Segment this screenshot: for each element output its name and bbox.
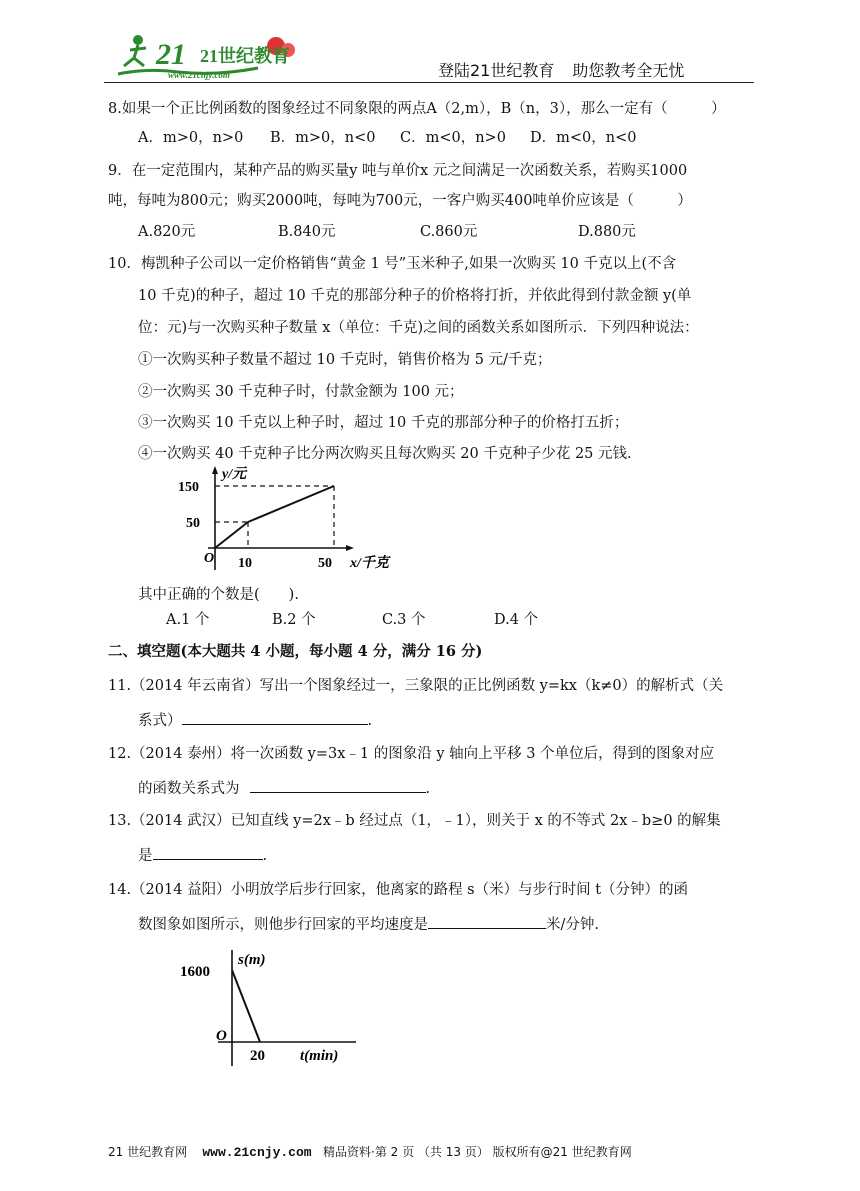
q10-statement-3: ③一次购买 10 千克以上种子时，超过 10 千克的那部分种子的价格打五折； xyxy=(138,415,629,431)
header-slogan xyxy=(420,58,684,81)
q14-y-label: s(m) xyxy=(238,952,266,968)
svg-text:www.21cnjy.com: www.21cnjy.com xyxy=(168,70,230,80)
q10-question: 其中正确的个数是( ). xyxy=(138,587,299,603)
q10-price-graph xyxy=(170,466,420,576)
q10-x-arrow xyxy=(346,545,354,551)
q9-line-2: 吨，每吨为800元；购买2000吨，每吨为700元，一客户购买400吨单价应该是（ ） xyxy=(108,193,692,209)
page-footer: 21 世纪教育网 www.21cnjy.com 精品资料·第 2 页 （共 13 页） 版权所有@21 世纪教育网 xyxy=(108,1145,632,1160)
q11-line-2: 系式） . xyxy=(138,710,372,731)
section-2-title: 二、填空题(本大题共 4 小题，每小题 4 分，满分 16 分) xyxy=(108,643,483,660)
q10-x-tick-50: 50 xyxy=(318,556,332,571)
q10-x-tick-10: 10 xyxy=(238,556,252,571)
q11-line-1: 11.（2014 年云南省）写出一个图象经过一，三象限的正比例函数 y=kx（k≠0）的解析式（关 xyxy=(108,678,724,694)
q10-y-tick-50: 50 xyxy=(186,516,200,531)
q10-line-3: 位：元)与一次购买种子数量 x（单位：千克)之间的函数关系如图所示．下列四种说法： xyxy=(138,320,699,336)
q14-y-tick-1600: 1600 xyxy=(180,964,210,980)
site-logo xyxy=(108,28,308,82)
q10-origin: O xyxy=(204,551,215,566)
q8-option-a: A．m>0，n>0 xyxy=(138,130,244,146)
q8-option-b: B．m>0，n<0 xyxy=(270,130,376,146)
q14-x-label: t(min) xyxy=(300,1048,339,1064)
q10-y-label: y/元 xyxy=(222,467,247,482)
q13-line-2: 是 . xyxy=(138,845,267,866)
svg-text:21: 21 xyxy=(156,38,186,71)
q13-answer-blank[interactable] xyxy=(153,845,263,860)
q14-line-2: 数图象如图所示，则他步行回家的平均速度是 米/分钟. xyxy=(138,914,599,935)
q14-answer-blank[interactable] xyxy=(428,914,546,929)
q12-line-2: 的函数关系式为 . xyxy=(138,778,430,799)
q11-answer-blank[interactable] xyxy=(182,710,368,725)
q10-segment-2 xyxy=(248,486,334,522)
q10-segment-1 xyxy=(215,522,248,548)
q10-statement-2: ②一次购买 30 千克种子时，付款金额为 100 元； xyxy=(138,384,464,400)
q8-stem: 8.如果一个正比例函数的图象经过不同象限的两点A（2,m），B（n，3），那么一定有（ ） xyxy=(108,101,726,117)
q14-distance-graph xyxy=(172,946,372,1070)
q12-answer-blank[interactable] xyxy=(250,778,426,793)
q10-line-2: 10 千克)的种子，超过 10 千克的那部分种子的价格将打折，并依此得到付款金额 y(单 xyxy=(138,288,692,304)
q14-distance-line xyxy=(232,970,260,1042)
q10-option-d: D.4 个 xyxy=(494,612,539,628)
q14-origin: O xyxy=(216,1028,227,1044)
q14-line-1: 14.（2014 益阳）小明放学后步行回家，他离家的路程 s（米）与步行时间 t（分钟）的函 xyxy=(108,882,689,898)
q9-option-a: A.820元 xyxy=(138,224,196,240)
q9-option-b: B.840元 xyxy=(278,224,336,240)
q12-line-1: 12.（2014 泰州）将一次函数 y=3x﹣1 的图象沿 y 轴向上平移 3 个单位后，得到的图象对应 xyxy=(108,746,715,762)
q10-x-label: x/千克 xyxy=(350,556,389,571)
q10-option-b: B.2 个 xyxy=(272,612,316,628)
q10-y-arrow xyxy=(212,466,218,474)
q14-x-tick-20: 20 xyxy=(250,1048,265,1064)
q9-option-d: D.880元 xyxy=(578,224,636,240)
q8-option-d: D．m<0，n<0 xyxy=(530,130,637,146)
q10-statement-1: ①一次购买种子数量不超过 10 千克时，销售价格为 5 元/千克； xyxy=(138,352,552,368)
q13-line-1: 13.（2014 武汉）已知直线 y=2x﹣b 经过点（1，﹣1），则关于 x 的不等式 2x﹣b≥0 的解集 xyxy=(108,813,721,829)
q8-option-c: C．m<0，n>0 xyxy=(400,130,506,146)
q10-statement-4: ④一次购买 40 千克种子比分两次购买且每次购买 20 千克种子少花 25 元钱. xyxy=(138,446,632,462)
footer-link[interactable]: www.21cnjy.com xyxy=(202,1145,312,1160)
svg-text:21世纪教育: 21世纪教育 xyxy=(200,46,290,66)
header-left: 登陆21世纪教育 xyxy=(438,61,555,80)
q9-option-c: C.860元 xyxy=(420,224,478,240)
logo-graphic xyxy=(108,28,308,82)
q10-option-c: C.3 个 xyxy=(382,612,426,628)
q10-line-1: 10．梅凯种子公司以一定价格销售“黄金 1 号”玉米种子,如果一次购买 10 千克以上(不含 xyxy=(108,256,677,272)
header-right: 助您教考全无忧 xyxy=(572,61,685,80)
q9-line-1: 9．在一定范围内，某种产品的购买量y 吨与单价x 元之间满足一次函数关系，若购买1000 xyxy=(108,163,688,179)
header-divider xyxy=(104,82,754,83)
q10-y-tick-150: 150 xyxy=(178,480,199,495)
q10-option-a: A.1 个 xyxy=(166,612,210,628)
